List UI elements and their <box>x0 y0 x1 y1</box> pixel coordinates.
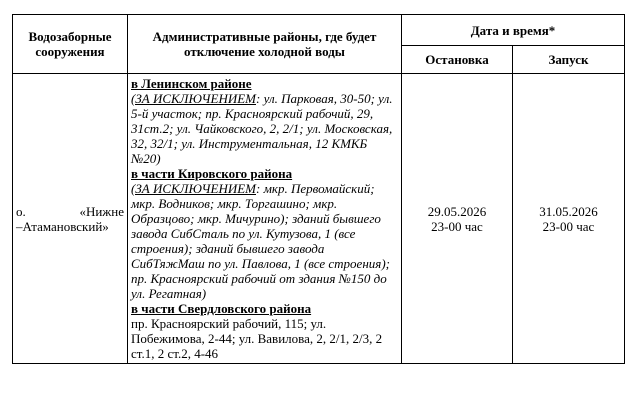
start-time: 23-00 час <box>542 218 595 234</box>
start-date: 31.05.2026 <box>539 203 598 219</box>
header-start: Запуск <box>513 46 625 74</box>
header-stop: Остановка <box>402 46 513 74</box>
district-exceptions <box>131 181 398 301</box>
district-kirovsky <box>131 166 398 301</box>
district-name: в части Кировского района <box>131 166 293 181</box>
stop-time: 23-00 час <box>431 218 483 234</box>
exception-lead: (ЗА ИСКЛЮЧЕНИЕМ <box>131 91 256 106</box>
header-datetime: Дата и время* <box>402 15 625 46</box>
facility-name-part2: –Атамановский» <box>16 218 109 234</box>
district-leninsky <box>131 76 398 166</box>
stop-date: 29.05.2026 <box>427 203 487 219</box>
exception-lead: (ЗА ИСКЛЮЧЕНИЕМ <box>131 181 256 196</box>
district-name: в части Свердловского района <box>131 301 312 316</box>
header-facilities: Водозаборные сооружения <box>13 15 128 74</box>
district-name: в Ленинском районе <box>131 76 252 91</box>
district-streets: пр. Красноярский рабочий, 115; ул. Побежимова, 2-44; ул. Вавилова, 2, 2/1, 2/3, 2 ст.1, 2 ст.2, 4-46 <box>131 316 383 361</box>
water-shutdown-table <box>12 14 625 364</box>
facility-prefix: о. <box>16 203 26 219</box>
exception-text: : ул. Парковая, 30-50; ул. 5-й участок; пр. Красноярский рабочий, 29, 31ст.2; ул. Чайковского, 2, 2/1; ул. Московская, 32, 32/1; ул. Инструментальная, 12 КМКБ №20) <box>131 91 393 166</box>
exception-text: : мкр. Первомайский; мкр. Водников; мкр. Торгашино; мкр. Образцово; мкр. Мичурино); зданий бывшего завода СибСталь по ул. Кутузова, 1 (все строения); зданий бывшего завода СибТяжМаш по ул. Павлова, 1 (все строения); пр. Красноярский рабочий от здания №150 до ул. Регатная) <box>131 181 390 301</box>
facility-cell <box>13 74 128 364</box>
district-sverdlovsky <box>131 301 398 361</box>
table-row <box>13 74 625 364</box>
stop-cell <box>402 74 513 364</box>
facility-name-part1: «Нижне <box>79 203 124 219</box>
start-cell <box>513 74 625 364</box>
header-districts: Административные районы, где будет отключение холодной воды <box>128 15 402 74</box>
district-exceptions <box>131 91 398 166</box>
districts-cell <box>128 74 402 364</box>
